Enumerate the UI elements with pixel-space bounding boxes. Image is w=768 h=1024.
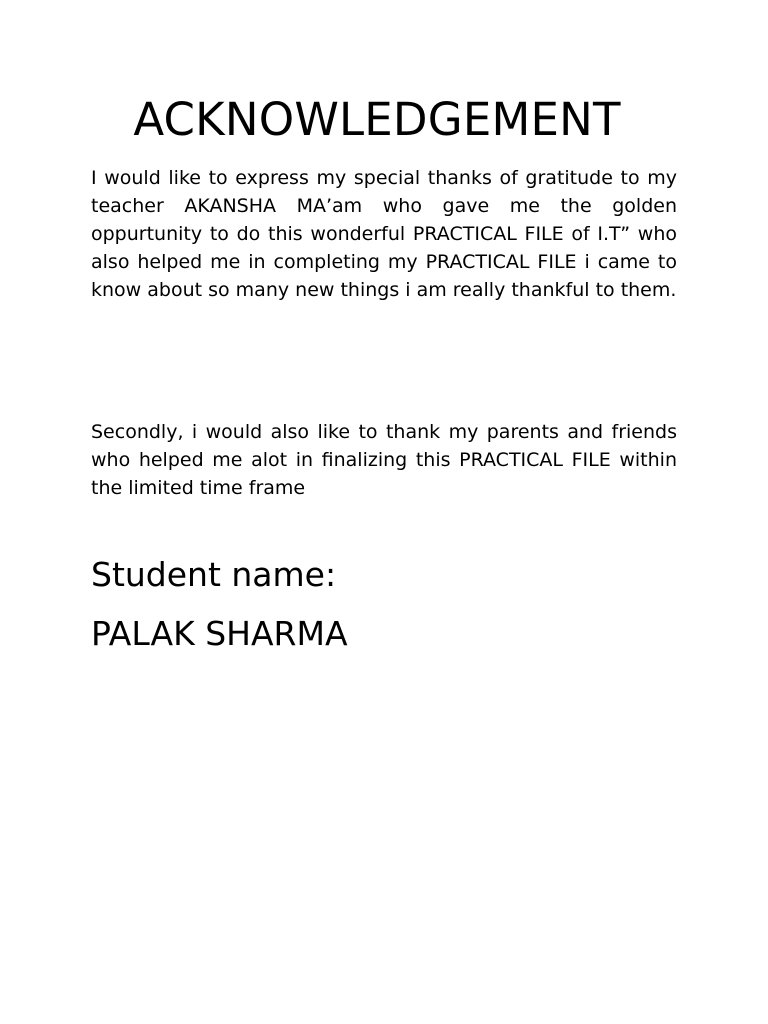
student-name-label: Student name:	[91, 555, 337, 594]
acknowledgement-paragraph-2: Secondly, i would also like to thank my parents and friends who helped me alot in finalizing this PRACTICAL FILE within the limited time frame	[91, 421, 677, 499]
page-title: ACKNOWLEDGEMENT	[133, 93, 621, 146]
acknowledgement-paragraph-1: I would like to express my special thanks of gratitude to my teacher AKANSHA MA’am who gave me the golden oppurtunity to do this wonderful PRACTICAL FILE of I.T” who also helped me in completing my PRACTICAL FILE i came to know about so many new things i am really thankful to them.	[91, 167, 677, 301]
student-name-value: PALAK SHARMA	[91, 614, 348, 653]
